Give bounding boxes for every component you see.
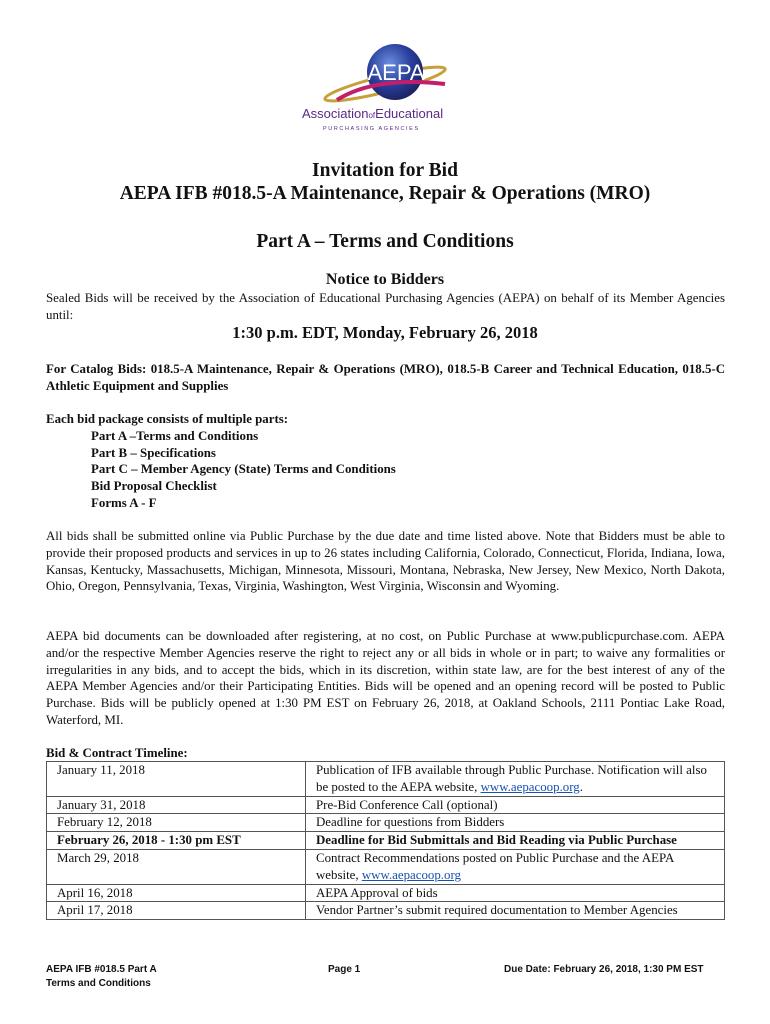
footer-document-id: AEPA IFB #018.5 Part A Terms and Conditions bbox=[46, 964, 157, 989]
svg-text:AssociationofEducational bbox=[302, 106, 443, 121]
timeline-date: January 11, 2018 bbox=[47, 762, 306, 797]
aepa-logo bbox=[295, 42, 475, 138]
timeline-event: AEPA Approval of bids bbox=[306, 884, 725, 902]
logo-tagline: PURCHASING AGENCIES bbox=[323, 126, 420, 132]
catalog-bids-paragraph: For Catalog Bids: 018.5-A Maintenance, Repair & Operations (MRO), 018.5-B Career and Technical Education, 018.5-C Athletic Equipment and Supplies bbox=[46, 362, 725, 393]
notice-heading: Notice to Bidders bbox=[325, 271, 445, 288]
document-subtitle: AEPA IFB #018.5-A Maintenance, Repair & Operations (MRO) bbox=[119, 183, 651, 204]
bid-package-heading: Each bid package consists of multiple parts: bbox=[46, 412, 289, 426]
submission-paragraph: All bids shall be submitted online via Public Purchase by the due date and time listed above. Note that Bidders must be able to provide their proposed products and services in up to 26 states including California, Colorado, Connecticut, Florida, Indiana, Iowa, Kansas, Kentucky, Massachusetts, Michigan, Minnesota, Missouri, Montana, Nebraska, New Jersey, New Mexico, North Dakota, Ohio, Oregon, Pennsylvania, Texas, Virginia, Washington, West Virginia, Wisconsin and Wyoming. bbox=[46, 529, 725, 594]
timeline-date: February 12, 2018 bbox=[47, 814, 306, 832]
document-title: Invitation for Bid bbox=[312, 160, 458, 181]
logo-name-part2: Educational bbox=[375, 106, 444, 121]
timeline-date: January 31, 2018 bbox=[47, 796, 306, 814]
timeline-date: March 29, 2018 bbox=[47, 849, 306, 884]
table-row bbox=[47, 849, 725, 884]
bid-package-item: Forms A - F bbox=[91, 495, 157, 510]
bid-package-item: Part C – Member Agency (State) Terms and Conditions bbox=[91, 462, 396, 477]
aepa-website-link[interactable]: www.aepacoop.org bbox=[480, 779, 580, 794]
timeline-event: Publication of IFB available through Public Purchase. Notification will also be posted to the AEPA website, www.aepacoop.org. bbox=[306, 762, 725, 797]
sealed-bids-paragraph: Sealed Bids will be received by the Association of Educational Purchasing Agencies (AEPA) on behalf of its Member Agencies until: bbox=[46, 291, 725, 322]
aepa-website-link[interactable]: www.aepacoop.org bbox=[361, 867, 461, 882]
footer-page-number: Page 1 bbox=[328, 964, 361, 975]
timeline-date: April 16, 2018 bbox=[47, 884, 306, 902]
logo-acronym: AEPA bbox=[367, 60, 425, 85]
timeline-table bbox=[46, 761, 725, 920]
part-heading: Part A – Terms and Conditions bbox=[256, 231, 514, 252]
bid-package-item: Part B – Specifications bbox=[91, 445, 216, 460]
timeline-heading: Bid & Contract Timeline: bbox=[46, 746, 188, 760]
timeline-event: Vendor Partner’s submit required documentation to Member Agencies bbox=[306, 902, 725, 920]
bid-package-list bbox=[46, 411, 725, 512]
timeline-event: Deadline for questions from Bidders bbox=[306, 814, 725, 832]
logo-name-part1: Association bbox=[302, 106, 369, 121]
table-row bbox=[47, 902, 725, 920]
bid-package-item: Bid Proposal Checklist bbox=[91, 479, 217, 494]
timeline-event: Deadline for Bid Submittals and Bid Reading via Public Purchase bbox=[306, 832, 725, 850]
timeline-event: Contract Recommendations posted on Public Purchase and the AEPA website, www.aepacoop.org bbox=[306, 849, 725, 884]
timeline-date: April 17, 2018 bbox=[47, 902, 306, 920]
timeline-date: February 26, 2018 - 1:30 pm EST bbox=[47, 832, 306, 850]
table-row bbox=[47, 762, 725, 797]
timeline-event: Pre-Bid Conference Call (optional) bbox=[306, 796, 725, 814]
deadline-line: 1:30 p.m. EDT, Monday, February 26, 2018 bbox=[232, 323, 538, 342]
table-row bbox=[47, 884, 725, 902]
logo-name-of: of bbox=[368, 111, 376, 120]
table-row bbox=[47, 796, 725, 814]
table-row bbox=[47, 814, 725, 832]
documents-paragraph: AEPA bid documents can be downloaded after registering, at no cost, on Public Purchase at www.publicpurchase.com. AEPA and/or the respective Member Agencies reserve the right to reject any or all bids in whole or in part; to waive any formalities or irregularities in any bids, and to accept the bids, which in its discretion, within state law, are for the best interest of any of the AEPA Member Agencies and/or their Participating Entities. Bids will be opened and an opening record will be posted to Public Purchase. Bids will be publicly opened at 1:30 PM EST on February 26, 2018, at Oakland Schools, 2111 Pontiac Lake Road, Waterford, MI. bbox=[46, 629, 725, 727]
table-row bbox=[47, 832, 725, 850]
footer-due-date: Due Date: February 26, 2018, 1:30 PM EST bbox=[504, 964, 704, 975]
bid-package-item: Part A –Terms and Conditions bbox=[91, 428, 259, 443]
